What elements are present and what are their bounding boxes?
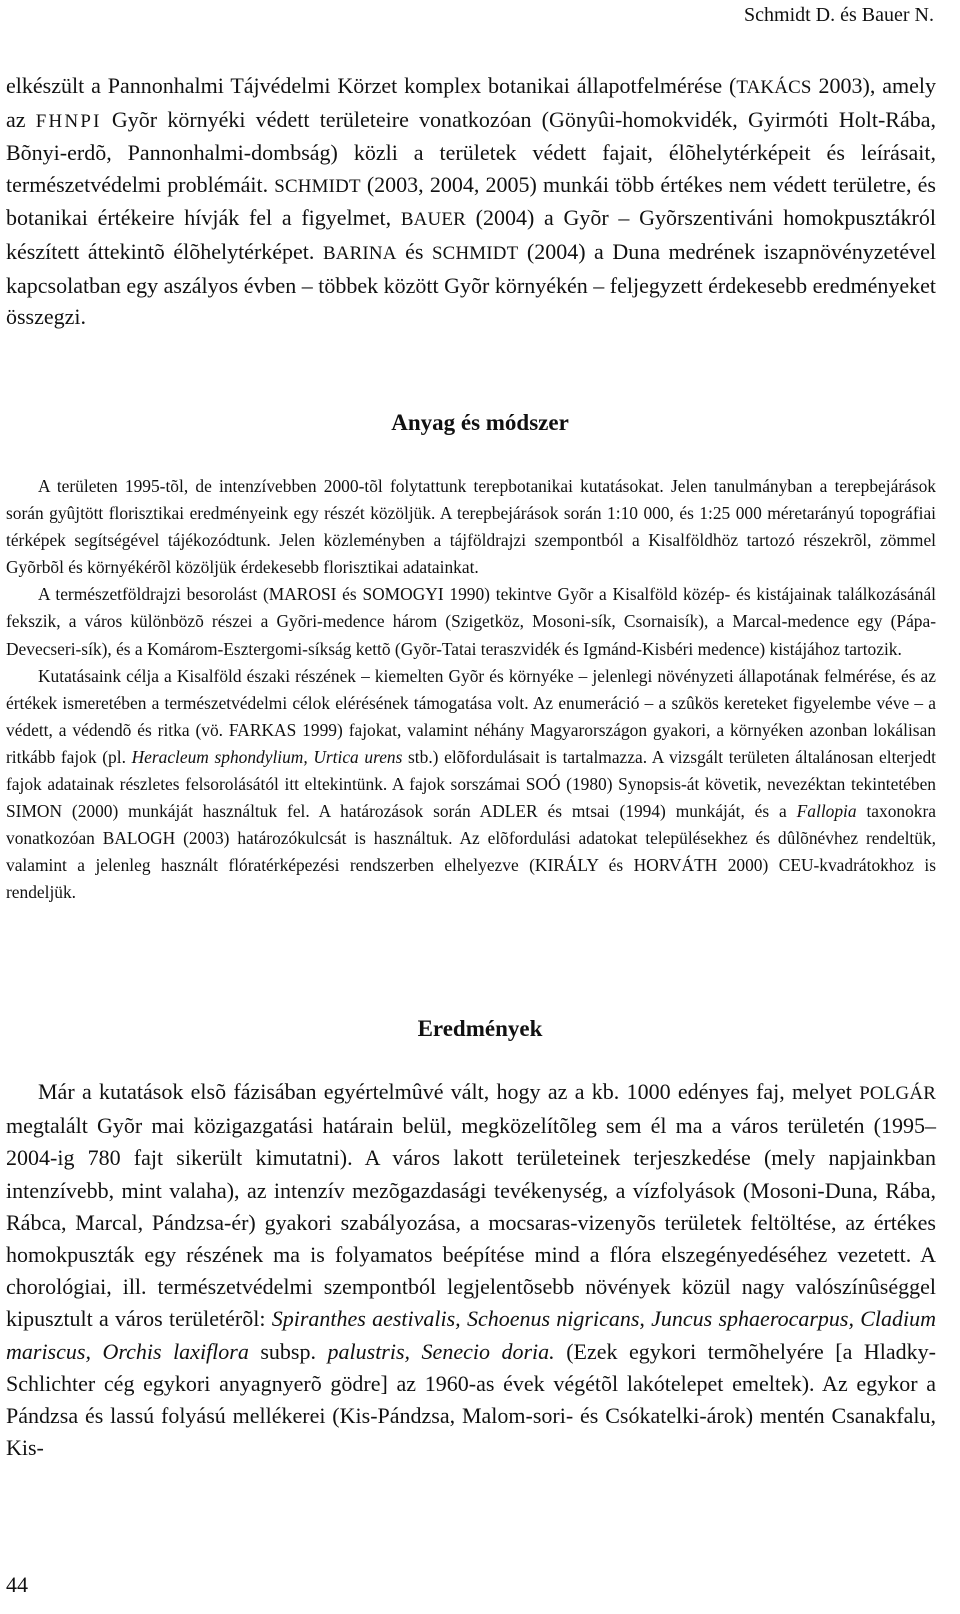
running-header: Schmidt D. és Bauer N. <box>744 4 934 26</box>
methods-text: stb.) elõfordulásait is tartalmazza. A vizsgált területen általánosan elterjedt fajok adatainak részletes felsorolásától itt eltekintünk. A fajok sorszámai SOÓ (1980) Synopsis-át követik, nevezéktan tekintetében SIMON (2000) munkáját használtuk fel. A határozások során ADLER és mtsai (1994) munkáját, és a <box>6 746 936 822</box>
page-number: 44 <box>6 1572 28 1597</box>
intro-text: és <box>396 238 432 264</box>
methods-paragraph-1: A területen 1995-tõl, de intenzívebben 2000-tõl folytattunk terepbotanikai kutatásokat. Jelen tanulmányban a terepbejárások során gyûjtött florisztikai eredményeink egy részét közöljük. A terepbejárások során 1:10 000, és 1:25 000 méretarányú topográfiai térképek segítségével tájékozódtunk. Jelen közleményben a tájföldrajzi szempontból a Kisalföldhöz tartozó részekrõl, zömmel Gyõrbõl és környékérõl közöljük érdekesebb florisztikai adatainkat. <box>6 476 936 578</box>
methods-text: taxonokra vonatkozóan BALOGH (2003) határozókulcsát is használtuk. Az elõfordulási adatokat településekhez és dûlõnévhez rendeltük, valamint a jelenleg használt flóratérképezési rendszerben elhelyezve (KIRÁLY és HORVÁTH 2000) CEU-kvadrátokhoz is rendeljük. <box>6 801 937 903</box>
author-barina: BARINA <box>322 242 397 264</box>
extinct-species-list-2: palustris, Senecio doria. <box>327 1338 555 1364</box>
intro-text: (2004) a Duna medrének iszapnövényzetével kapcsolatban egy aszályos évben – többek között Gyõr környékén – feljegyzett érdekesebb eredményeket összegzi. <box>6 238 936 330</box>
species-names: Heracleum sphondylium, Urtica urens <box>131 746 403 767</box>
author-takacs: TAKÁCS <box>736 77 812 98</box>
methods-text: Kutatásaink célja a Kisalföld északi részének – kiemelten Gyõr és környéke – jelenlegi növényzeti állapotának felmérése, és az értékek ismeretében a természetvédelmi célok elérésének támogatása volt. Az enumeráció – a szûkös kereteket figyelembe véve – a védett, a védendõ és ritka (vö. FARKAS 1999) fajokat, valamint néhány Magyarországon gyakori, a környéken azonban lokálisan ritkább fajok (pl. <box>6 665 936 767</box>
extinct-species-list: Spiranthes aestivalis, Schoenus nigricans, Juncus sphaerocarpus, Cladium mariscus, Orchis laxiflora <box>6 1306 936 1364</box>
genus-fallopia: Fallopia <box>796 801 857 822</box>
author-bauer: BAUER <box>400 209 466 231</box>
results-paragraph <box>6 1076 936 1464</box>
intro-paragraph <box>6 70 936 333</box>
section-heading-methods: Anyag és módszer <box>391 410 569 435</box>
author-schmidt: SCHMIDT <box>274 175 361 197</box>
results-text: megtalált Gyõr mai közigazgatási határain belül, megközelítõleg sem él ma a város területén (1995–2004-ig 780 fajt sikerült kimutatni). A város lakott területeinek terjeszkedése (mely napjainkban intenzívebb, mint valaha), az intenzív mezõgazdasági tevékenység, a vízfolyások (Mosoni-Duna, Rába, Rábca, Marcal, Pándzsa-ér) gyakori szabályozása, a mocsaras-vizenyõs területek feltöltése, az értékes homokpuszták egy részének ma is folyamatos beépítése mind a flóra elszegényedéséhez vezetett. A chorológiai, ill. természetvédelmi szempontból legjelentõsebb növények közül nagy valószínûséggel kipusztult a város területérõl: <box>6 1113 936 1332</box>
intro-text: Gyõr környéki védett területeire vonatkozóan (Gönyûi-homokvidék, Gyirmóti Holt-Rába, Bõnyi-erdõ, Pannonhalmi-dombság) közli a területek védett fajait, élõhelytérképeit és leírásait, természetvédelmi problémáit. <box>6 106 936 197</box>
intro-text: (2004) a Gyõr – Gyõrszentiváni homokpusztákról készített áttekintõ élõhelytérképet. <box>6 205 936 264</box>
author-polgar: POLGÁR <box>859 1083 936 1104</box>
methods-section <box>6 473 936 907</box>
results-text: (Ezek egykori termõhelyére [a Hladky-Schlichter cég egykori anyagnyerõ gödre] az 1960-as évek végétõl lakótelepet emeltek). Az egykor a Pándzsa és lassú folyású mellékerei (Kis-Pándzsa, Malom-sori- és Csókatelki-árok) mentén Csanakfalu, Kis- <box>6 1338 937 1461</box>
intro-text: 2003), amely az <box>6 73 936 132</box>
methods-paragraph-3 <box>6 663 936 907</box>
section-heading-results: Eredmények <box>417 1016 543 1041</box>
methods-paragraph-2: A természetföldrajzi besorolást (MAROSI és SOMOGYI 1990) tekintve Gyõr a Kisalföld közép- és kistájainak találkozásánál fekszik, a város különbözõ részei a Gyõri-medence három (Szigetköz, Mosoni-sík, Csornaisík), a Marcal-medence egy (Pápa-Devecseri-sík), és a Komárom-Esztergomi-síkság kettõ (Gyõr-Tatai teraszvidék és Igmánd-Kisbéri medence) kistájához tartozik. <box>6 584 936 659</box>
acronym-fhnpi: FHNPI <box>35 110 102 132</box>
results-text: subsp. <box>248 1338 328 1364</box>
intro-text: (2003, 2004, 2005) munkái több értékes nem védett területre, és botanikai értékeire hívják fel a figyelmet, <box>6 171 936 231</box>
author-schmidt: SCHMIDT <box>431 242 519 264</box>
results-text: Már a kutatások elsõ fázisában egyértelmûvé vált, hogy az a kb. 1000 edényes faj, melyet <box>38 1079 860 1104</box>
intro-text: elkészült a Pannonhalmi Tájvédelmi Körzet komplex botanikai állapotfelmérése ( <box>6 73 737 98</box>
